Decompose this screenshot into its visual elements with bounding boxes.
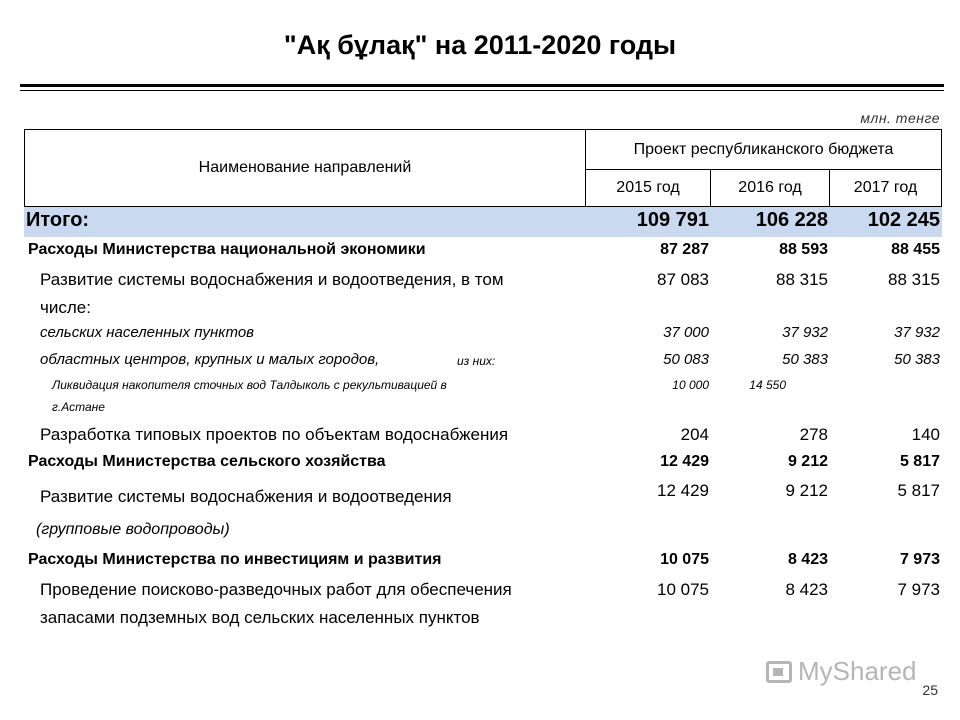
value-2017: 88 455 — [891, 241, 940, 258]
value-2015: 12 429 — [657, 481, 709, 500]
row-label-continued: г.Астане — [52, 400, 105, 414]
row-label: Итого: — [26, 209, 90, 231]
page-title: "Ақ бұлақ" на 2011-2020 годы — [283, 30, 677, 60]
value-2017: 102 245 — [867, 209, 940, 231]
page-number: 25 — [922, 682, 938, 698]
title-rule-thick — [20, 84, 944, 87]
value-2017: 7 973 — [899, 551, 940, 568]
row-label-continued: запасами подземных вод сельских населенных пунктов — [40, 608, 480, 627]
row-label: Развитие системы водоснабжения и водоотведения, в том — [40, 270, 504, 289]
value-2016: 8 423 — [787, 551, 828, 568]
watermark — [766, 656, 917, 687]
value-2015: 37 000 — [663, 324, 709, 341]
header-year-2016: 2016 год — [710, 169, 830, 207]
value-2015: 10 000 — [672, 378, 709, 392]
value-2016: 278 — [799, 425, 828, 444]
value-2016: 88 315 — [776, 270, 828, 289]
value-2015: 10 075 — [660, 551, 709, 568]
value-2016: 50 383 — [782, 351, 828, 368]
value-2016: 9 212 — [785, 481, 828, 500]
value-2016: 37 932 — [782, 324, 828, 341]
header-year-2017: 2017 год — [829, 169, 942, 207]
row-label: Расходы Министерства по инвестициям и развития — [28, 551, 442, 568]
value-2017: 88 315 — [888, 270, 940, 289]
watermark-text: MyShared — [798, 656, 917, 686]
watermark-logo-icon — [766, 661, 792, 683]
value-2015: 204 — [680, 425, 709, 444]
row-note: из них: — [457, 354, 496, 368]
header-year-2015: 2015 год — [585, 169, 711, 207]
header-budget-group: Проект республиканского бюджета — [585, 129, 942, 170]
value-2017: 140 — [911, 425, 940, 444]
value-2015: 10 075 — [657, 580, 709, 599]
row-label: (групповые водопроводы) — [36, 521, 230, 538]
unit-label: млн. тенге — [860, 110, 940, 126]
value-2015: 50 083 — [663, 351, 709, 368]
value-2015: 109 791 — [636, 209, 709, 231]
title-rule-thin — [20, 90, 944, 91]
row-label: Разработка типовых проектов по объектам водоснабжения — [40, 425, 509, 444]
value-2017: 5 817 — [897, 481, 940, 500]
row-label: областных центров, крупных и малых городов, — [40, 351, 380, 368]
value-2016: 9 212 — [787, 453, 828, 470]
row-label: Расходы Министерства национальной экономики — [28, 241, 426, 258]
value-2017: 50 383 — [894, 351, 940, 368]
value-2017: 7 973 — [897, 580, 940, 599]
value-2016: 14 550 — [749, 378, 786, 392]
value-2017: 5 817 — [899, 453, 940, 470]
row-label-continued: числе: — [40, 298, 91, 317]
row-label: Развитие системы водоснабжения и водоотведения — [40, 487, 452, 506]
value-2016: 88 593 — [779, 241, 828, 258]
row-label: Ликвидация накопителя сточных вод Талдыколь с рекультивацией в — [52, 378, 447, 392]
row-label: Расходы Министерства сельского хозяйства — [28, 453, 386, 470]
value-2015: 87 083 — [657, 270, 709, 289]
row-label: сельских населенных пунктов — [40, 324, 254, 341]
value-2016: 106 228 — [755, 209, 828, 231]
table-header — [24, 129, 942, 207]
value-2017: 37 932 — [894, 324, 940, 341]
value-2015: 87 287 — [660, 241, 709, 258]
value-2016: 8 423 — [785, 580, 828, 599]
row-label: Проведение поисково-разведочных работ для обеспечения — [40, 580, 512, 599]
header-name-col: Наименование направлений — [24, 129, 586, 207]
value-2015: 12 429 — [660, 453, 709, 470]
